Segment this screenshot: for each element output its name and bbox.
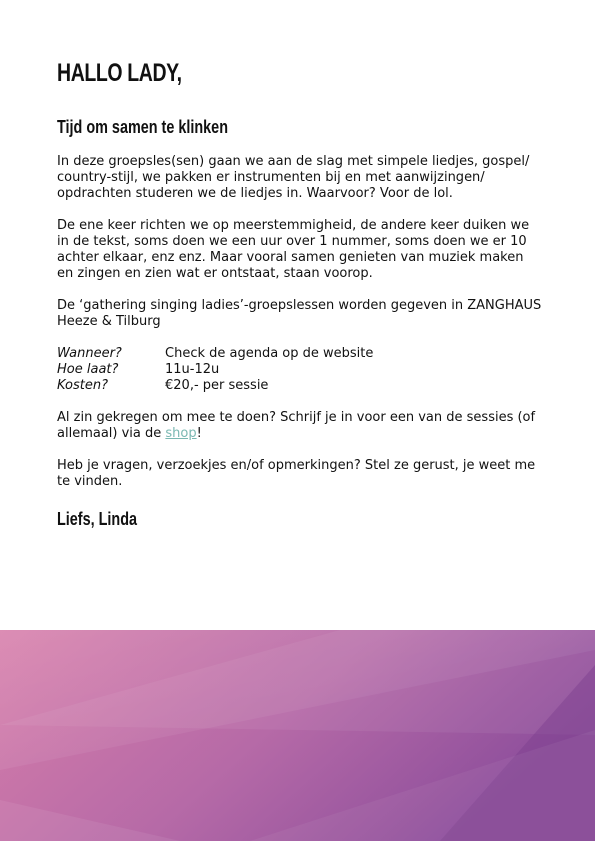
info-label: Kosten? <box>57 378 109 393</box>
location-paragraph: De ‘gathering singing ladies’-groepslessen worden gegeven in ZANGHAUS Heeze & Tilburg <box>57 298 542 329</box>
info-value: 11u-12u <box>165 362 220 377</box>
info-table <box>57 346 542 394</box>
page-title: HALLO LADY, <box>57 59 182 87</box>
details-paragraph: De ene keer richten we op meerstemmigheid, de andere keer duiken we in de tekst, soms doen we een uur over 1 nummer, soms doen we er 10 achter elkaar, enz enz. Maar vooral samen genieten van muziek maken en zingen en zien wat er ontstaat, staan voorop. <box>57 218 530 281</box>
info-value: Check de agenda op de website <box>165 346 374 361</box>
info-value: €20,- per sessie <box>165 378 269 393</box>
info-label: Wanneer? <box>57 346 122 361</box>
info-row-cost <box>57 378 542 394</box>
info-row-when <box>57 346 542 362</box>
info-label: Hoe laat? <box>57 362 119 377</box>
signup-text-end: ! <box>196 426 202 441</box>
subtitle: Tijd om samen te klinken <box>57 117 228 137</box>
info-row-time <box>57 362 542 378</box>
letter <box>57 58 542 530</box>
signup-text: Al zin gekregen om mee te doen? Schrijf je in voor een van de sessies (of allemaal) via de <box>57 410 536 441</box>
shop-link[interactable]: shop <box>165 426 197 441</box>
signoff: Liefs, Linda <box>57 509 138 529</box>
gradient-banner <box>0 630 595 841</box>
questions-paragraph: Heb je vragen, verzoekjes en/of opmerkingen? Stel ze gerust, je weet me te vinden. <box>57 458 536 489</box>
signup-paragraph <box>57 410 542 442</box>
banner-graphic <box>0 630 595 841</box>
intro-paragraph: In deze groepsles(sen) gaan we aan de slag met simpele liedjes, gospel/ country-stijl, we pakken er instrumenten bij en met aanwijzingen/ opdrachten studeren we de liedjes in. Waarvoor? Voor de lol. <box>57 154 530 201</box>
